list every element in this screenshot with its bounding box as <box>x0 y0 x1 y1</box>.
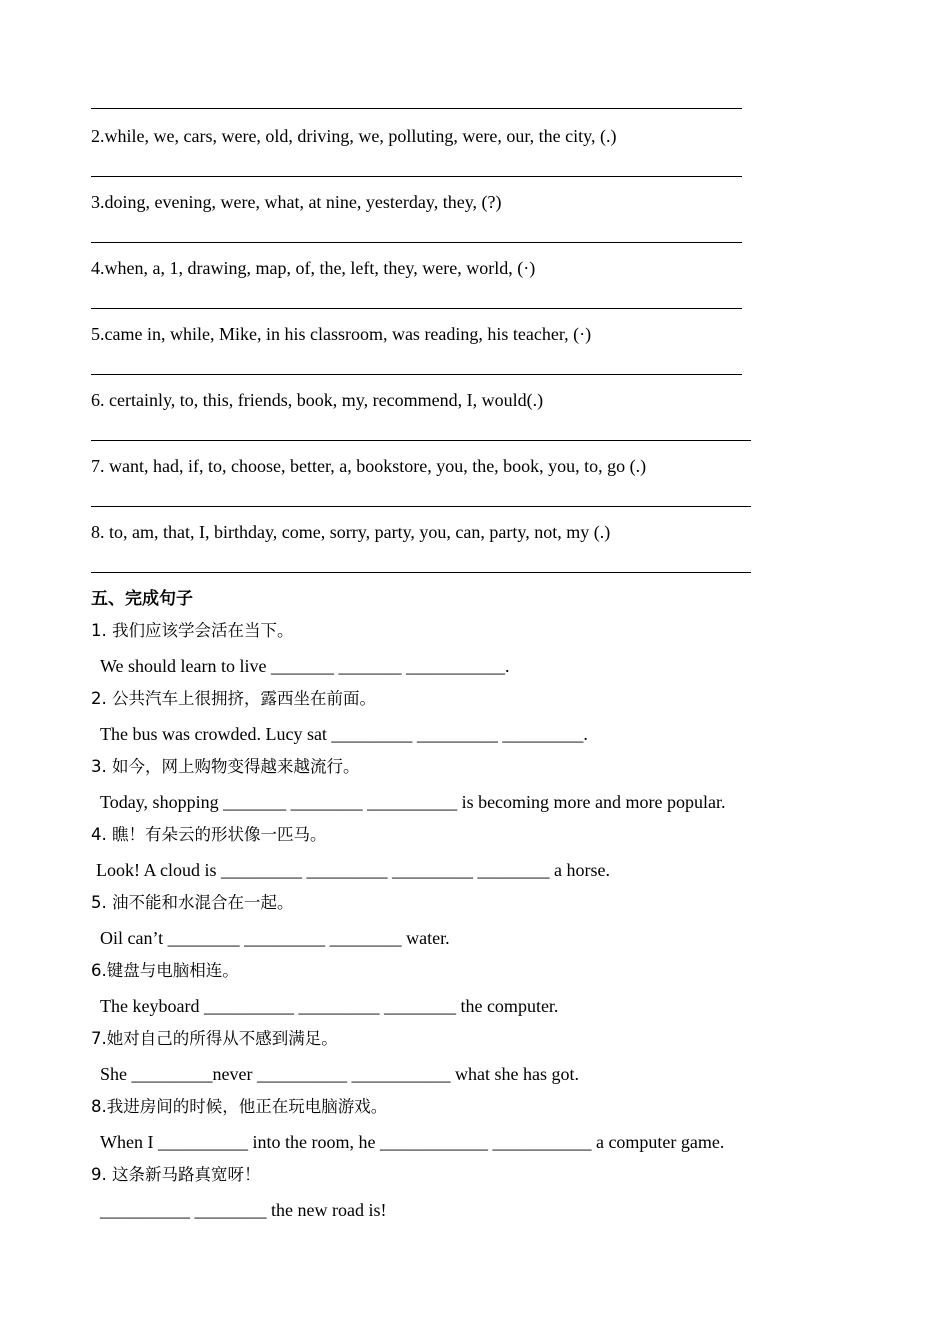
reorder-prompt-5: 5.came in, while, Mike, in his classroom, was reading, his teacher, (·) <box>91 324 592 344</box>
reorder-prompt-8: 8. to, am, that, I, birthday, come, sorry, party, you, can, party, not, my (.) <box>91 522 611 542</box>
cn-prompt-1: 1. 我们应该学会活在当下。 <box>91 621 294 640</box>
cn-prompt-6: 6.键盘与电脑相连。 <box>91 961 239 980</box>
answer-line[interactable] <box>91 506 751 507</box>
answer-line[interactable] <box>91 572 751 573</box>
en-blank-3[interactable]: Today, shopping _______ ________ __________ is becoming more and more popular. <box>100 792 726 812</box>
answer-line[interactable] <box>91 308 742 309</box>
en-blank-6[interactable]: The keyboard __________ _________ ________ the computer. <box>100 996 559 1016</box>
cn-prompt-9: 9. 这条新马路真宽呀！ <box>91 1165 261 1184</box>
answer-line[interactable] <box>91 242 742 243</box>
answer-line[interactable] <box>91 374 742 375</box>
answer-line[interactable] <box>91 440 751 441</box>
answer-line[interactable] <box>91 108 742 109</box>
cn-prompt-4: 4. 瞧！有朵云的形状像一匹马。 <box>91 825 327 844</box>
reorder-prompt-6: 6. certainly, to, this, friends, book, my, recommend, I, would(.) <box>91 390 544 410</box>
cn-prompt-5: 5. 油不能和水混合在一起。 <box>91 893 294 912</box>
section-heading: 五、完成句子 <box>91 589 193 609</box>
reorder-prompt-2: 2.while, we, cars, were, old, driving, we, polluting, were, our, the city, (.) <box>91 126 617 146</box>
en-blank-7[interactable]: She _________never __________ ___________ what she has got. <box>100 1064 579 1084</box>
reorder-prompt-7: 7. want, had, if, to, choose, better, a, bookstore, you, the, book, you, to, go (.) <box>91 456 647 476</box>
en-blank-5[interactable]: Oil can’t ________ _________ ________ water. <box>100 928 450 948</box>
cn-prompt-3: 3. 如今，网上购物变得越来越流行。 <box>91 757 360 776</box>
cn-prompt-8: 8.我进房间的时候，他正在玩电脑游戏。 <box>91 1097 388 1116</box>
en-blank-4[interactable]: Look! A cloud is _________ _________ _________ ________ a horse. <box>96 860 610 880</box>
en-blank-8[interactable]: When I __________ into the room, he ____________ ___________ a computer game. <box>100 1132 725 1152</box>
cn-prompt-2: 2. 公共汽车上很拥挤，露西坐在前面。 <box>91 689 376 708</box>
en-blank-2[interactable]: The bus was crowded. Lucy sat _________ _________ _________. <box>100 724 588 744</box>
cn-prompt-7: 7.她对自己的所得从不感到满足。 <box>91 1029 338 1048</box>
answer-line[interactable] <box>91 176 742 177</box>
en-blank-1[interactable]: We should learn to live _______ _______ ___________. <box>100 656 510 676</box>
en-blank-9[interactable]: __________ ________ the new road is! <box>100 1200 387 1220</box>
reorder-prompt-3: 3.doing, evening, were, what, at nine, yesterday, they, (?) <box>91 192 502 212</box>
reorder-prompt-4: 4.when, a, 1, drawing, map, of, the, left, they, were, world, (·) <box>91 258 536 278</box>
